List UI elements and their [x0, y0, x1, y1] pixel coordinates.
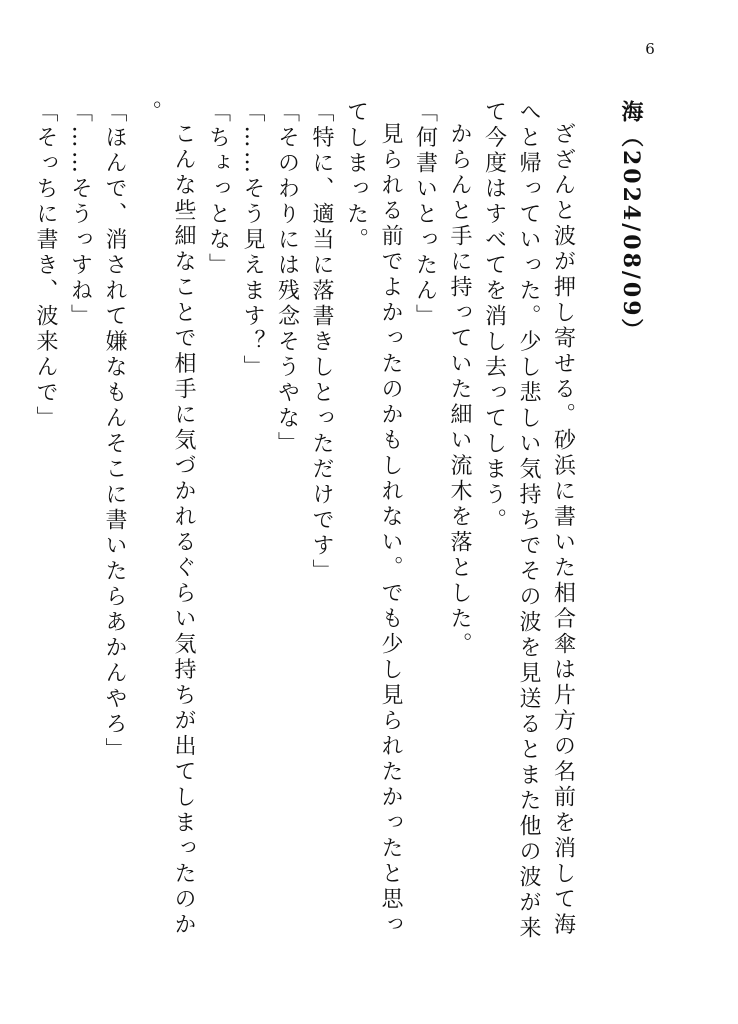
dialogue-line: 「……そう見えます？」: [240, 100, 265, 381]
dialogue-line: 「ほんで、消されて嫌なもんそこに書いたらあかんやろ」: [102, 100, 127, 763]
dialogue-line: 「特に、適当に落書きしとっただけです」: [309, 100, 334, 585]
paragraph: こんな些細なことで相手に気づかれるぐらい気持ちが出てしまったのか。: [136, 100, 196, 938]
dialogue-line: 「……そうっすね」: [67, 100, 93, 330]
page-number: 6: [645, 40, 655, 58]
paragraph: 見られる前でよかったのかもしれない。でも少し見られたかったと思ってしまった。: [343, 100, 403, 938]
paragraph: からんと手に持っていた細い流木を落とした。: [447, 122, 472, 658]
paragraph: ざざんと波が押し寄せる。砂浜に書いた相合傘は片方の名前を消して海へと帰っていった。少し悲しい気持ちでその波を見送るとまた他の波が来て今度はすべてを消し去ってしまう。: [481, 100, 576, 942]
dialogue-line: 「何書いとったん」: [412, 100, 438, 330]
chapter-title: 海（2024/08/09）: [618, 100, 644, 344]
dialogue-line: 「そのわりには残念そうやな」: [274, 100, 300, 457]
dialogue-line: 「ちょっとな」: [205, 100, 231, 279]
dialogue-line: 「そっちに書き、波来んで」: [33, 100, 58, 432]
vertical-text-body: [28, 100, 649, 960]
